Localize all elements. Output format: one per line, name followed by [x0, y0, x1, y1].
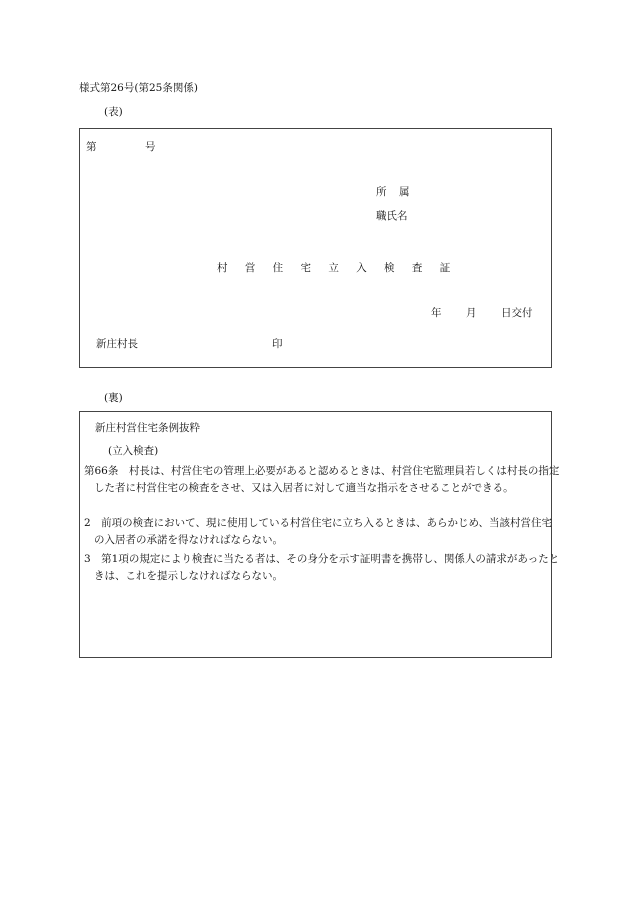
certificate-number-suffix: 号: [145, 141, 156, 153]
affiliation-label: 所 属: [376, 186, 411, 198]
certificate-number-prefix: 第: [86, 141, 97, 153]
front-label: (表): [104, 106, 123, 118]
issuer-name: 新庄村長: [96, 338, 138, 350]
date-issued: 日交付: [501, 307, 533, 319]
form-number: 様式第26号(第25条関係): [79, 82, 198, 94]
certificate-title: 村 営 住 宅 立 入 検 査 証: [217, 262, 458, 274]
ordinance-heading: 新庄村営住宅条例抜粋: [95, 422, 200, 434]
front-card: [79, 128, 552, 368]
ordinance-subheading: (立入検査): [108, 445, 159, 457]
ordinance-article-66: 第66条 村長は、村営住宅の管理上必要があると認めるときは、村営住宅監理員若しくは村長の指定した者に村営住宅の検査をさせ、又は入居者に対して適当な指示をさせることができる。: [84, 465, 560, 494]
ordinance-paragraph-3: 3 第1項の規定により検査に当たる者は、その身分を示す証明書を携帯し、関係人の請求があったときは、これを提示しなければならない。: [84, 553, 560, 582]
back-label: (裏): [104, 392, 123, 404]
ordinance-paragraph-2: 2 前項の検査において、現に使用している村営住宅に立ち入るときは、あらかじめ、当該村営住宅の入居者の承諾を得なければならない。: [84, 517, 553, 546]
seal-mark: 印: [272, 338, 283, 350]
date-year: 年: [431, 307, 442, 319]
date-month: 月: [466, 307, 477, 319]
position-name-label: 職氏名: [376, 210, 408, 222]
